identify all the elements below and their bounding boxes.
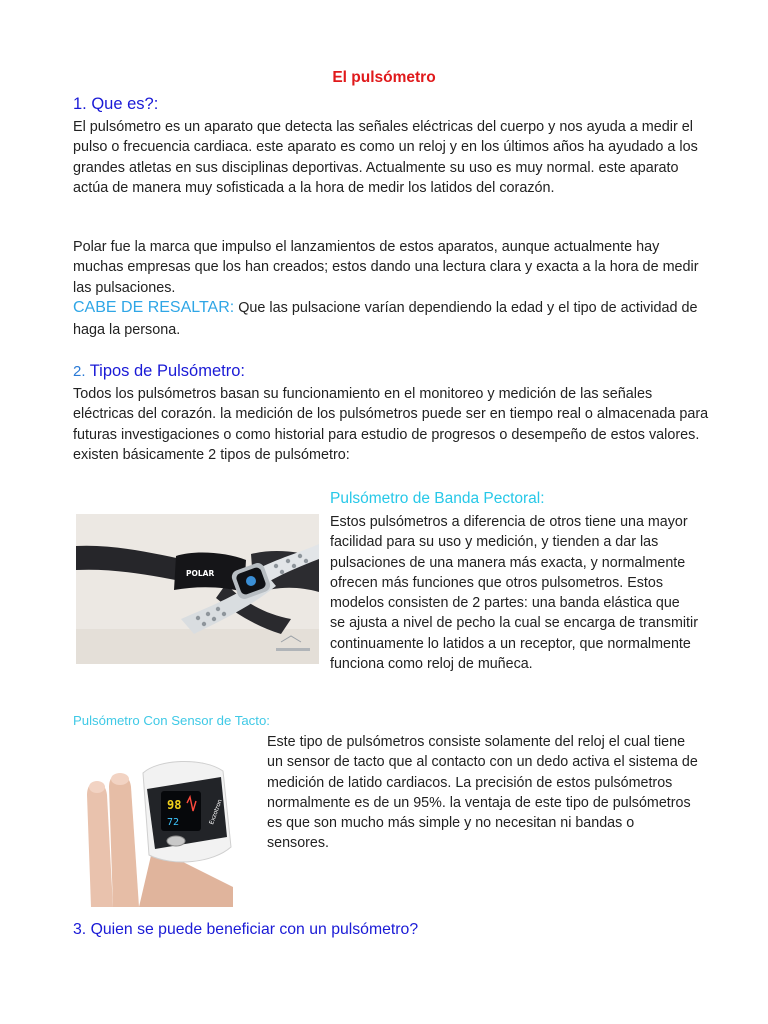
highlight-label: CABE DE RESALTAR:: [73, 299, 235, 316]
chest-strap-text: Estos pulsómetros a diferencia de otros tiene una mayor facilidad para su uso y medición, y tienden a dar las pulsaciones de una manera más exacta, y normalmente ofrecen más funciones que otros pulsometros. Estos modelos consisten de 2 partes: una banda elástica que se ajusta a nivel de pecho la cual se encarga de transmitir continuamente lo latidos a un receptor, que normalmente funciona como reloj de muñeca.: [330, 514, 698, 673]
section-2-heading: [73, 362, 245, 381]
polar-brand-text: POLAR: [186, 569, 215, 578]
section-2-number: 2.: [73, 363, 90, 380]
finger-sensor-text: Este tipo de pulsómetros consiste solamente del reloj el cual tiene un sensor de tacto que al contacto con un dedo activa el sistema de medición de latido cardiacos. La precisión de estos pulsómetros normalmente es de un 95%. la ventaja de este tipo de pulsómetros es que son mucho más simple y no necesitan ni bandas o sensores.: [267, 734, 698, 852]
section-1-paragraph-2: Polar fue la marca que impulso el lanzamientos de estos aparatos, aunque actualmente hay muchas empresas que los han creados; estos dando una lectura clara y exacta a la hora de medir las pulsaciones.: [73, 239, 699, 296]
svg-text:72: 72: [167, 817, 180, 828]
svg-text:98: 98: [167, 798, 182, 812]
section-1-paragraph-1: El pulsómetro es un aparato que detecta las señales eléctricas del cuerpo y nos ayuda a medir el pulso o frecuencia cardiaca. este aparato es como un reloj y en los últimos años ha ayudado a los grandes atletas en sus disciplinas deportivas. Actualmente su uso es muy normal. este aparato actúa de manera muy sofisticada a la hora de medir los latidos del corazón.: [73, 119, 698, 196]
finger-sensor-image: [83, 737, 235, 907]
chest-strap-heading: Pulsómetro de Banda Pectoral:: [330, 490, 545, 507]
oximeter-brand-text: Exzotron: [208, 798, 224, 826]
section-1-heading: 1. Que es?:: [73, 95, 159, 113]
finger-sensor-heading: Pulsómetro Con Sensor de Tacto:: [73, 713, 270, 728]
section-3-heading: 3. Quien se puede beneficiar con un pulsómetro?: [73, 921, 419, 938]
page-title: El pulsómetro: [332, 69, 436, 86]
highlight-paragraph: [73, 297, 709, 341]
highlight-text: Que las pulsacione varían dependiendo la edad y el tipo de actividad de haga la persona.: [73, 300, 698, 338]
section-2-paragraph: Todos los pulsómetros basan su funcionamiento en el monitoreo y medición de las señales eléctricas del corazón. la medición de los pulsómetros puede ser en tiempo real o almacenada para futuras investigaciones o como historial para estudio de progresos o desempeño de estos valores. existen básicamente 2 tipos de pulsómetro:: [73, 386, 709, 463]
chest-strap-image: [76, 514, 319, 664]
section-2-title: Tipos de Pulsómetro:: [89, 362, 245, 380]
